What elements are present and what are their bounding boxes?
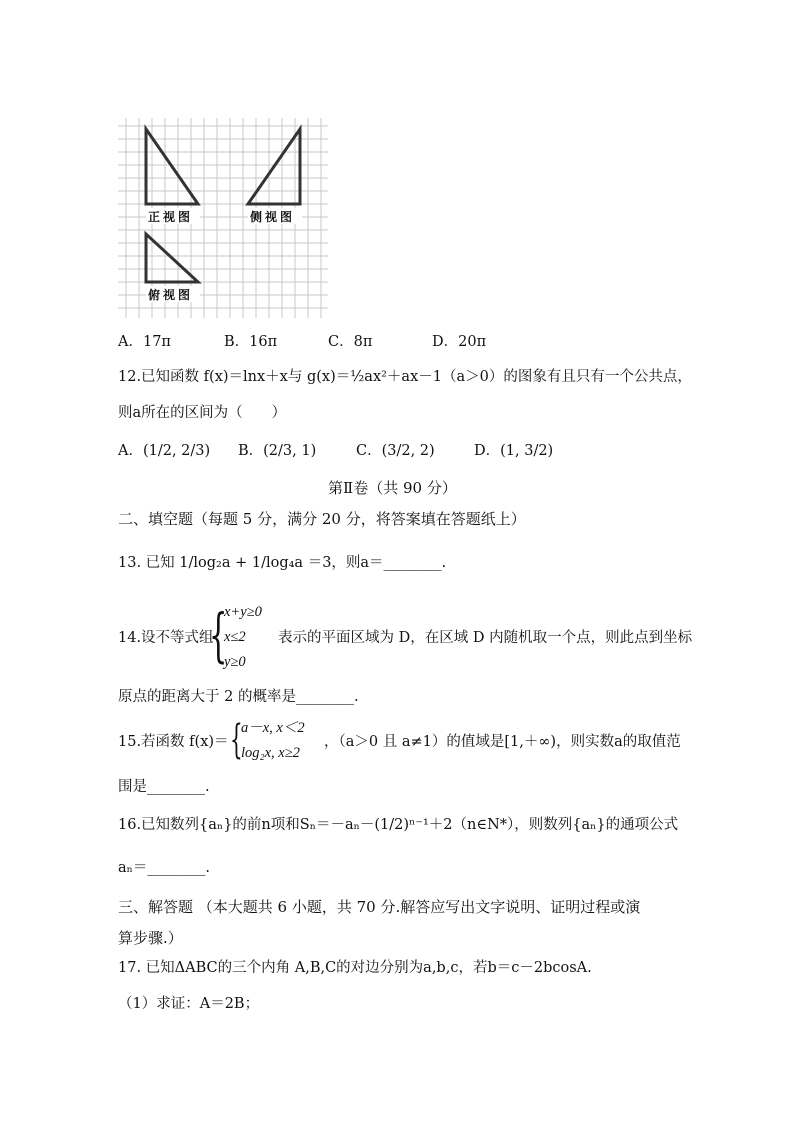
section3-heading-line2: 算步骤.） bbox=[118, 929, 183, 947]
q14-inequality-2: x≤2 bbox=[224, 629, 246, 645]
q14-prefix: 14.设不等式组 bbox=[118, 630, 214, 646]
top-view-label: 俯视图 bbox=[148, 288, 194, 302]
q15-line2: 围是________. bbox=[118, 779, 210, 795]
q12-option-a: A．(1/2, 2/3) bbox=[118, 443, 211, 459]
q11-option-a: A．17π bbox=[118, 334, 171, 350]
q11-option-b: B．16π bbox=[224, 334, 278, 350]
q15-prefix: 15.若函数 f(x)＝ bbox=[118, 734, 229, 750]
q14-inequality-1: x+y≥0 bbox=[224, 604, 262, 620]
q14-line2: 原点的距离大于 2 的概率是________. bbox=[118, 689, 359, 705]
q15-case-1: a－x, x＜2 bbox=[241, 720, 305, 736]
q14-inequality-3: y≥0 bbox=[224, 654, 246, 670]
q12-line2: 则a所在的区间为（ ） bbox=[118, 405, 287, 421]
q17-line2: （1）求证：A＝2B； bbox=[118, 996, 260, 1012]
q17-line1: 17. 已知ΔABC的三个内角 A,B,C的对边分别为a,b,c，若b＝c－2bcosA. bbox=[118, 960, 592, 976]
q15-left-brace: { bbox=[230, 717, 243, 763]
side-view-label: 侧视图 bbox=[250, 210, 296, 224]
q12-option-b: B．(2/3, 1) bbox=[238, 443, 317, 459]
q16-line2: aₙ＝________. bbox=[118, 860, 211, 876]
q12-line1: 12.已知函数 f(x)＝lnx＋x与 g(x)＝½ax²＋ax－1（a＞0）的图象有且只有一个公共点， bbox=[118, 369, 692, 385]
three-view-figure bbox=[118, 118, 328, 318]
q12-option-d: D．(1, 3/2) bbox=[474, 443, 554, 459]
q15-suffix: ，（a＞0 且 a≠1）的值域是[1,＋∞)，则实数a的取值范 bbox=[324, 734, 681, 750]
q11-option-c: C．8π bbox=[328, 334, 373, 350]
q14-suffix: 表示的平面区域为 D，在区域 D 内随机取一个点，则此点到坐标 bbox=[278, 630, 693, 646]
q16-line1: 16.已知数列{aₙ}的前n项和Sₙ＝－aₙ－(1/2)ⁿ⁻¹＋2（n∈N*），则数列{aₙ}的通项公式 bbox=[118, 817, 679, 833]
section3-heading-line1: 三、解答题 （本大题共 6 小题，共 70 分.解答应写出文字说明、证明过程或演 bbox=[118, 898, 641, 916]
q12-option-c: C．(3/2, 2) bbox=[356, 443, 435, 459]
q14-left-brace: { bbox=[209, 601, 228, 669]
section2-title: 第Ⅱ卷（共 90 分） bbox=[328, 479, 457, 497]
q15-case-2: log₂x, x≥2 bbox=[241, 745, 300, 761]
front-view-label: 正视图 bbox=[148, 210, 194, 224]
q13-text: 13. 已知 1/log₂a + 1/log₄a ＝3，则a＝________. bbox=[118, 555, 447, 571]
q11-option-d: D．20π bbox=[432, 334, 487, 350]
section2-heading: 二、填空题（每题 5 分，满分 20 分，将答案填在答题纸上） bbox=[118, 510, 526, 528]
